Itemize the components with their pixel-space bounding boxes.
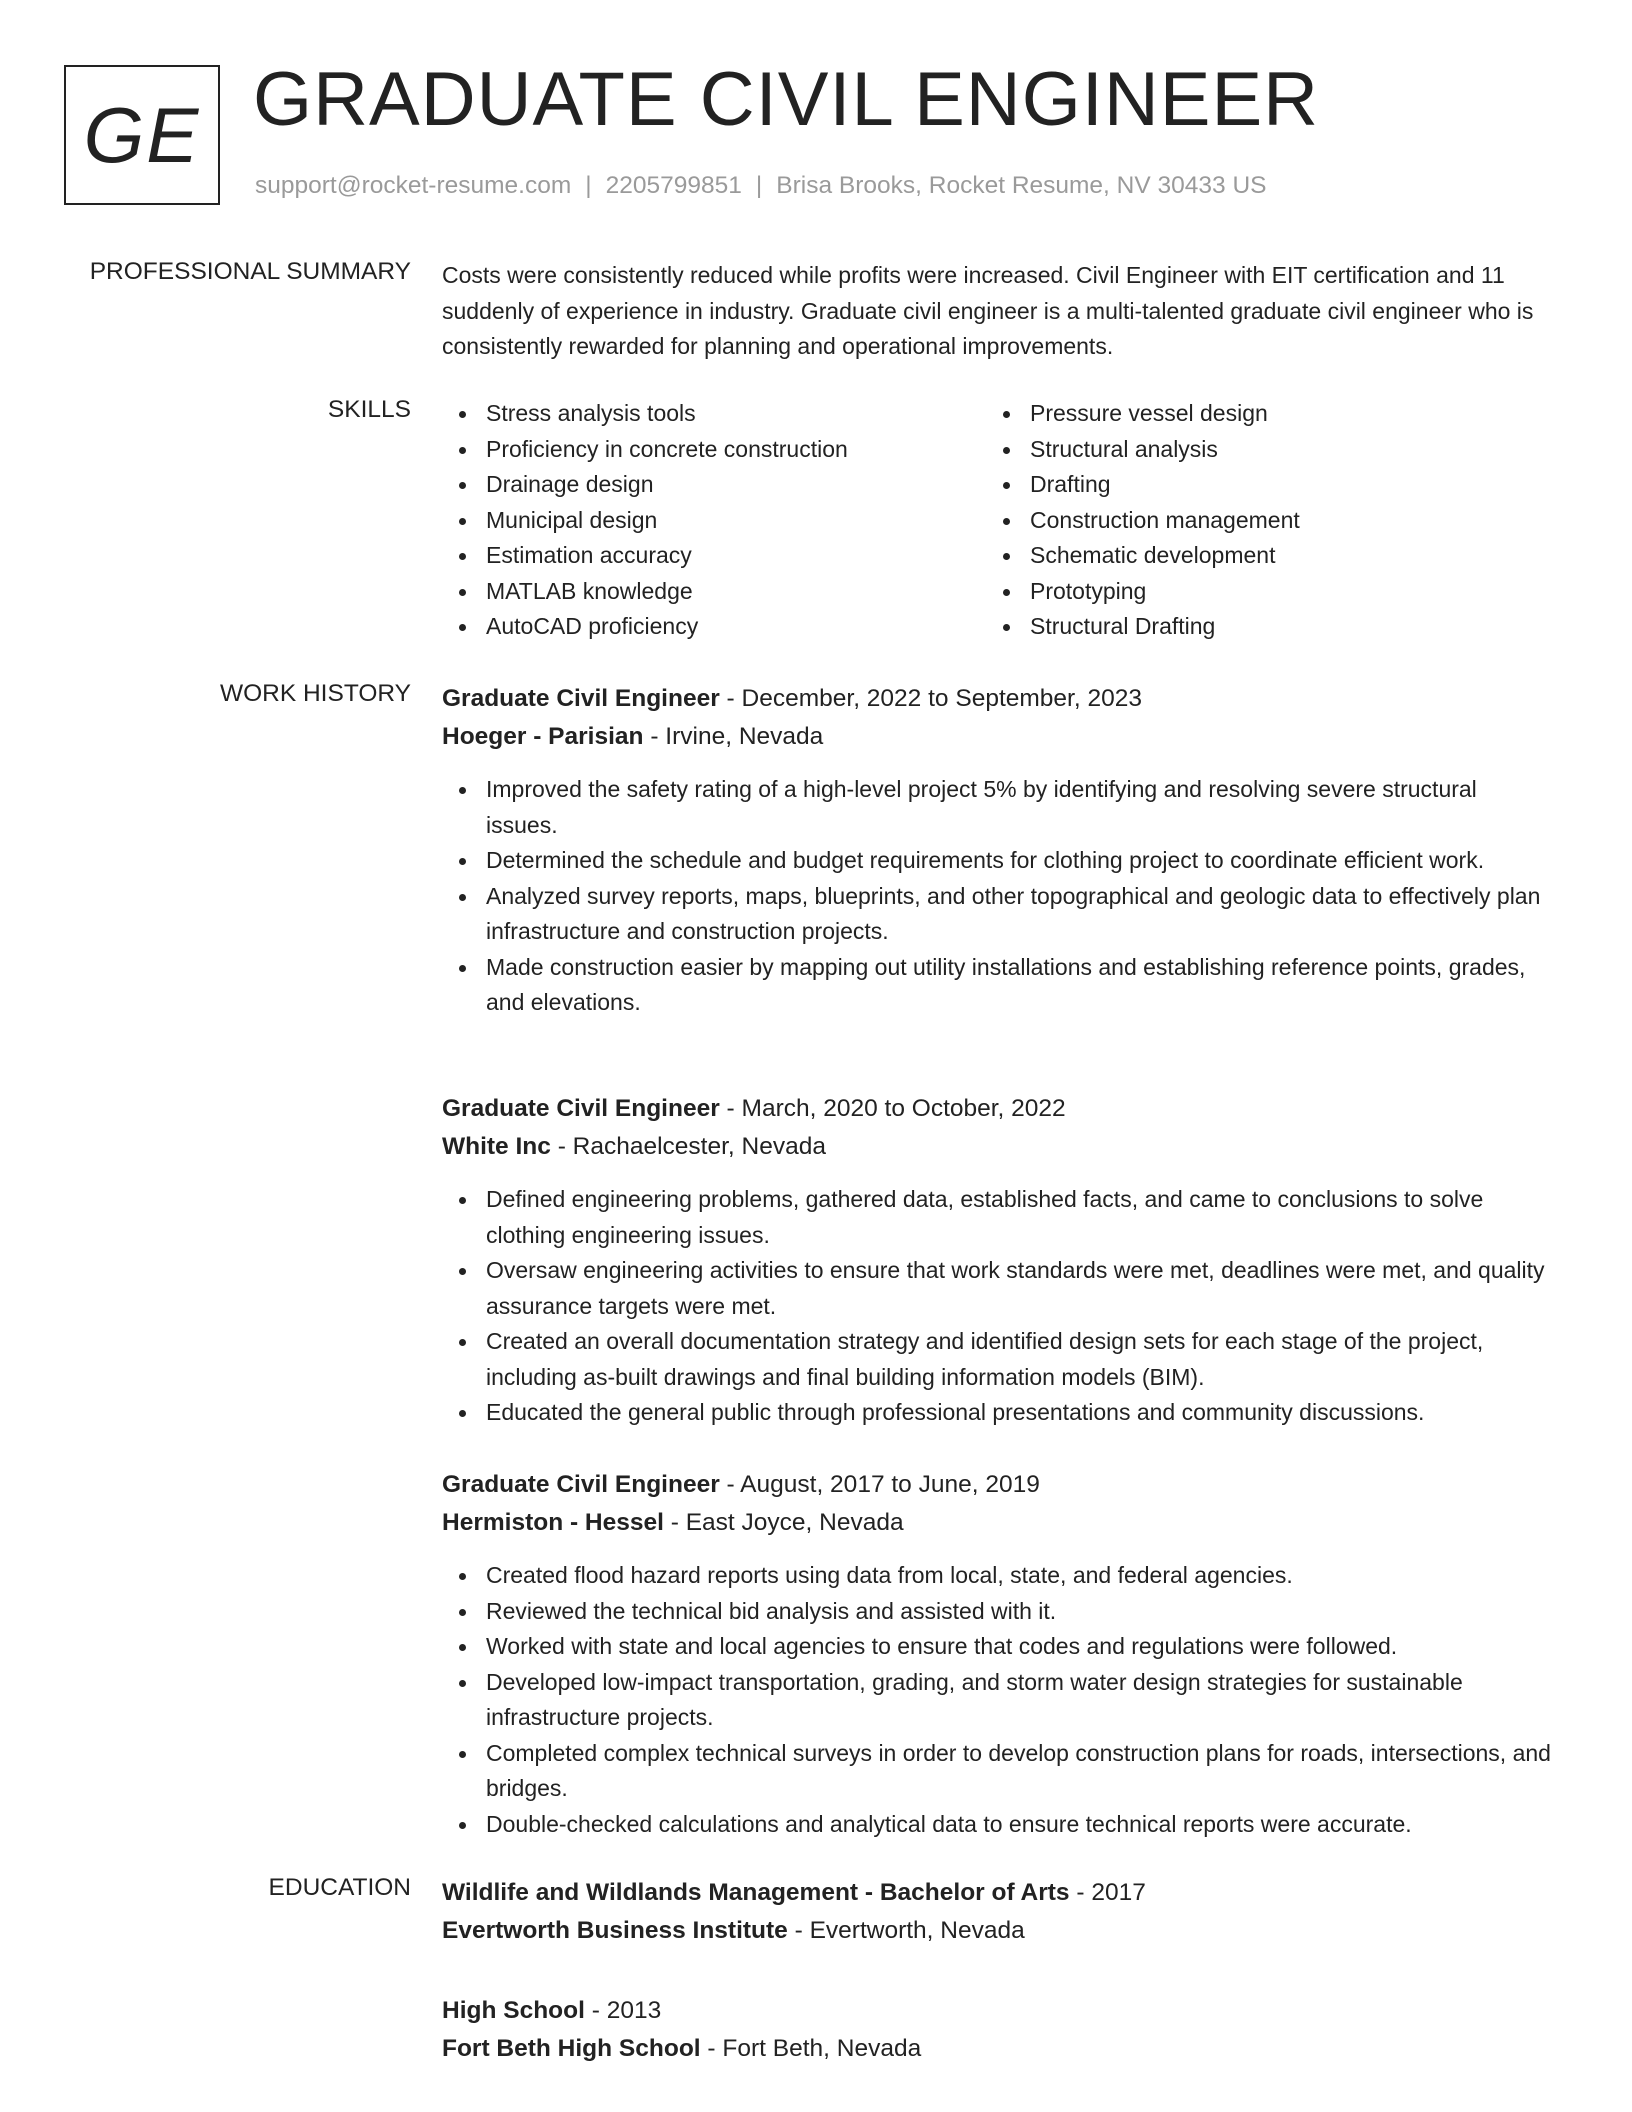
job-title: Graduate Civil Engineer — [442, 1095, 720, 1122]
contact-separator: | — [755, 172, 763, 199]
degree-year: 2017 — [1091, 1879, 1146, 1906]
job-title: Graduate Civil Engineer — [442, 1471, 720, 1498]
job-dates: March, 2020 to October, 2022 — [741, 1095, 1066, 1122]
section-heading: WORK HISTORY — [219, 680, 411, 707]
skill-item: Structural Drafting — [986, 609, 1530, 645]
skills-list-right — [986, 396, 1530, 645]
skill-item: Municipal design — [442, 503, 986, 539]
skill-item: Prototyping — [986, 574, 1530, 610]
job-bullet: Reviewed the technical bid analysis and assisted with it. — [442, 1594, 1552, 1630]
degree-year: 2013 — [606, 1997, 662, 2024]
skill-item: Schematic development — [986, 538, 1530, 574]
school-line: Evertworth Business Institute - Evertworth, Nevada — [442, 1917, 1025, 1944]
school: Evertworth Business Institute — [442, 1917, 788, 1944]
skill-item: Drainage design — [442, 467, 986, 503]
skill-item: Structural analysis — [986, 432, 1530, 468]
job-dates: December, 2022 to September, 2023 — [741, 685, 1142, 712]
job-entry — [442, 1466, 1552, 1842]
job-bullet-list — [442, 1558, 1552, 1842]
skill-item: Drafting — [986, 467, 1530, 503]
section-heading: EDUCATION — [268, 1874, 411, 1901]
job-bullet: Developed low-impact transportation, grading, and storm water design strategies for sustainable infrastructure projects. — [442, 1665, 1552, 1736]
summary-text: Costs were consistently reduced while profits were increased. Civil Engineer with EIT certification and 11 suddenly of experience in industry. Graduate civil engineer is a multi-talented graduate civil engineer who is consistently rewarded for planning and operational improvements. — [442, 262, 1534, 359]
skill-item: Stress analysis tools — [442, 396, 986, 432]
job-bullet: Improved the safety rating of a high-level project 5% by identifying and resolving severe structural issues. — [442, 772, 1552, 843]
job-bullet-list — [442, 1182, 1552, 1431]
monogram-initials: GE — [83, 90, 201, 179]
job-title: Graduate Civil Engineer — [442, 685, 720, 712]
school-location: Fort Beth, Nevada — [722, 2035, 922, 2062]
degree-line: Wildlife and Wildlands Management - Bachelor of Arts - 2017 — [442, 1879, 1146, 1906]
skills-list-left — [442, 396, 986, 645]
skill-item: Estimation accuracy — [442, 538, 986, 574]
skill-item: Pressure vessel design — [986, 396, 1530, 432]
skills-columns — [442, 396, 1552, 645]
degree: Wildlife and Wildlands Management - Bachelor of Arts — [442, 1879, 1070, 1906]
job-location: Rachaelcester, Nevada — [572, 1133, 826, 1160]
skill-item: Construction management — [986, 503, 1530, 539]
education-entry — [442, 1992, 1552, 2068]
job-entry — [442, 680, 1552, 1021]
contact-line — [255, 172, 1267, 200]
job-company-line: Hermiston - Hessel - East Joyce, Nevada — [442, 1509, 904, 1536]
job-dates: August, 2017 to June, 2019 — [740, 1471, 1040, 1498]
job-entry — [442, 1090, 1552, 1431]
education-entry — [442, 1874, 1552, 1950]
job-location: Irvine, Nevada — [665, 723, 824, 750]
section-heading: SKILLS — [327, 396, 411, 423]
job-bullet: Oversaw engineering activities to ensure that work standards were met, deadlines were met, and quality assurance targets were met. — [442, 1253, 1552, 1324]
degree-line: High School - 2013 — [442, 1997, 662, 2024]
job-bullet: Determined the schedule and budget requirements for clothing project to coordinate efficient work. — [442, 843, 1552, 879]
job-bullet: Worked with state and local agencies to ensure that codes and regulations were followed. — [442, 1629, 1552, 1665]
job-title-line: Graduate Civil Engineer - March, 2020 to October, 2022 — [442, 1095, 1066, 1122]
job-bullet: Made construction easier by mapping out utility installations and establishing reference points, grades, and elevations. — [442, 950, 1552, 1021]
job-company-line: Hoeger - Parisian - Irvine, Nevada — [442, 723, 824, 750]
skill-item: MATLAB knowledge — [442, 574, 986, 610]
job-bullet: Completed complex technical surveys in order to develop construction plans for roads, intersections, and bridges. — [442, 1736, 1552, 1807]
job-company: White Inc — [442, 1133, 551, 1160]
job-bullet: Double-checked calculations and analytical data to ensure technical reports were accurate. — [442, 1807, 1552, 1843]
contact-email: support@rocket-resume.com — [255, 172, 572, 199]
skill-item: AutoCAD proficiency — [442, 609, 986, 645]
job-bullet: Created an overall documentation strategy and identified design sets for each stage of the project, including as-built drawings and final building information models (BIM). — [442, 1324, 1552, 1395]
school-line: Fort Beth High School - Fort Beth, Nevada — [442, 2035, 922, 2062]
resume-title: GRADUATE CIVIL ENGINEER — [253, 57, 1320, 142]
skill-item: Proficiency in concrete construction — [442, 432, 986, 468]
monogram-box — [64, 65, 220, 205]
job-title-line: Graduate Civil Engineer - August, 2017 to June, 2019 — [442, 1471, 1040, 1498]
section-heading: PROFESSIONAL SUMMARY — [89, 258, 411, 285]
job-bullet: Defined engineering problems, gathered data, established facts, and came to conclusions to solve clothing engineering issues. — [442, 1182, 1552, 1253]
contact-separator: | — [585, 172, 592, 199]
degree: High School — [442, 1997, 585, 2024]
job-company: Hermiston - Hessel — [442, 1509, 664, 1536]
job-bullet: Educated the general public through professional presentations and community discussions. — [442, 1395, 1552, 1431]
job-location: East Joyce, Nevada — [685, 1509, 904, 1536]
contact-phone: 2205799851 — [605, 172, 742, 199]
job-company: Hoeger - Parisian — [442, 723, 644, 750]
job-bullet: Created flood hazard reports using data from local, state, and federal agencies. — [442, 1558, 1552, 1594]
job-company-line: White Inc - Rachaelcester, Nevada — [442, 1133, 826, 1160]
job-bullet-list — [442, 772, 1552, 1021]
school-location: Evertworth, Nevada — [809, 1917, 1025, 1944]
contact-address: Brisa Brooks, Rocket Resume, NV 30433 US — [776, 172, 1267, 199]
school: Fort Beth High School — [442, 2035, 701, 2062]
job-title-line: Graduate Civil Engineer - December, 2022 to September, 2023 — [442, 685, 1142, 712]
job-bullet: Analyzed survey reports, maps, blueprints, and other topographical and geologic data to effectively plan infrastructure and construction projects. — [442, 879, 1552, 950]
